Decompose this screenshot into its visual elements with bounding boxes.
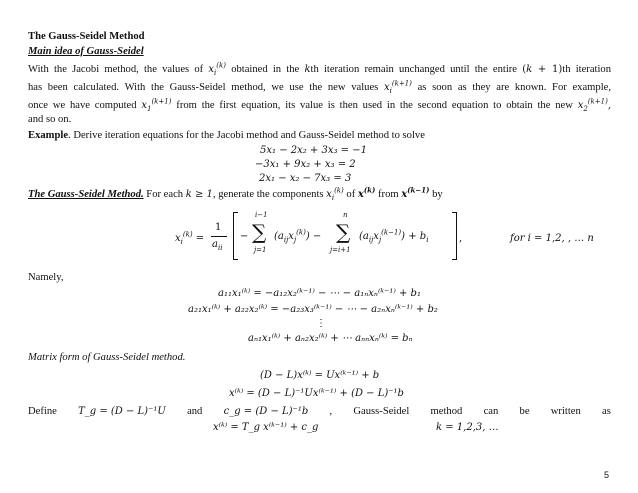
vertical-ellipsis: ⋮ xyxy=(316,318,326,329)
matrix-equation-2: x⁽ᵏ⁾ = (D − L)⁻¹Ux⁽ᵏ⁻¹⁾ + (D − L)⁻¹b xyxy=(229,388,404,399)
paragraph-line-4: and so on. xyxy=(28,114,72,125)
gs-definition-line: The Gauss-Seidel Method. For each k ≥ 1, generate the components $x_i^{(k)}$ of $x^{(k)}$ from $x^{(k-1)}$ by xyxy=(28,185,443,202)
expanded-equation-2: a₂₁x₁⁽ᵏ⁾ + a₂₂x₂⁽ᵏ⁾ = −a₂₃x₃⁽ᵏ⁻¹⁾ − ⋯ − a₂ₙxₙ⁽ᵏ⁻¹⁾ + b₂ xyxy=(188,304,438,315)
system-equation-1: 5x₁ − 2x₂ + 3x₃ = −1 xyxy=(260,145,367,156)
system-equation-3: 2x₁ − x₂ − 7x₃ = 3 xyxy=(259,173,352,184)
final-equation: x⁽ᵏ⁾ = T_g x⁽ᵏ⁻¹⁾ + c_g xyxy=(213,422,319,433)
system-equation-2: −3x₁ + 9x₂ + x₃ = 2 xyxy=(255,159,356,170)
formula-condition: for i = 1,2, , … n xyxy=(510,233,594,244)
paragraph-line-3: once we have computed $x_1^{(k+1)}$ from the first equation, its value is then used in the second equation to obtain the new $x_2^{(k+1)}$, xyxy=(28,97,612,113)
paragraph-line-1: With the Jacobi method, the values of $x_i^{(k)}$ obtained in the kth iteration remain unchanged until the entire (k + 1)th iteration xyxy=(28,61,612,77)
matrix-form-heading: Matrix form of Gauss-Seidel method. xyxy=(28,352,186,363)
expanded-equation-3: aₙ₁x₁⁽ᵏ⁾ + aₙ₂x₂⁽ᵏ⁾ + ⋯ aₙₙxₙ⁽ᵏ⁾ = bₙ xyxy=(248,333,413,344)
namely-label: Namely, xyxy=(28,272,64,283)
example-line: Example. Derive iteration equations for the Jacobi method and Gauss-Seidel method to solve xyxy=(28,130,425,141)
matrix-equation-1: (D − L)x⁽ᵏ⁾ = Ux⁽ᵏ⁻¹⁾ + b xyxy=(260,370,380,381)
define-line: Define T_g = (D − L)⁻¹U and c_g = (D − L)⁻¹b , Gauss-Seidel method can be written as xyxy=(28,406,611,417)
document-page: The Gauss-Seidel Method Main idea of Gauss-Seidel With the Jacobi method, the values of $x_i^{(k)}$ obtained in the kth iteration remain unchanged until the entire (k + 1)th iteration has been calculated. With the Gauss-Seidel method, we use the new values $x_i^{(k+1)}$ as soon as they are known. For example, once we have computed $x_1^{(k+1)}$ from the first equation, its value is then used in the second equation to obtain the new $x_2^{(k+1)}$, and so on. Example. Derive iteration equations for the Jacobi method and Gauss-Seidel method to solve 5x₁ − 2x₂ + 3x₃ = −1 −3x₁ + 9x₂ + x₃ = 2 2x₁ − x₂ − 7x₃ = 3 The Gauss-Seidel Method. For each k ≥ 1, generate the components $x_i^{(k)}$ of $x^{(k)}$ from $x^{(k-1)}$ by $x_i^{(k)}$ = 1 $a_{ii}$ − i−1 ∑ j=1 $(a_{ij}x_j^{(k)})$ − n ∑ j=i+1 $(a_{ij}x_j^{(k-1)}) + b_i$ , for i = 1,2, , … n Namely, a₁₁x₁⁽ᵏ⁾ = −a₁₂x₂⁽ᵏ⁻¹⁾ − ⋯ − a₁ₙxₙ⁽ᵏ⁻¹⁾ + b₁ a₂₁x₁⁽ᵏ⁾ + a₂₂x₂⁽ᵏ⁾ = −a₂₃x₃⁽ᵏ⁻¹⁾ − ⋯ − a₂ₙxₙ⁽ᵏ⁻¹⁾ + b₂ ⋮ aₙ₁x₁⁽ᵏ⁾ + aₙ₂x₂⁽ᵏ⁾ + ⋯ aₙₙxₙ⁽ᵏ⁾ = bₙ Matrix form of Gauss-Seidel method. (D − L)x⁽ᵏ⁾ = Ux⁽ᵏ⁻¹⁾ + b x⁽ᵏ⁾ = (D − L)⁻¹Ux⁽ᵏ⁻¹⁾ + (D − L)⁻¹b Define T_g = (D − L)⁻¹U and c_g = (D − L)⁻¹b , Gauss-Seidel method can be written as x⁽ᵏ⁾ = T_g x⁽ᵏ⁻¹⁾ + c_g k = 1,2,3, … 5 xyxy=(28,31,612,480)
section-subtitle: Main idea of Gauss-Seidel xyxy=(28,46,144,57)
paragraph-line-2: has been calculated. With the Gauss-Seidel method, we use the new values $x_i^{(k+1)}$ as soon as they are known. For example, xyxy=(28,79,611,95)
expanded-equation-1: a₁₁x₁⁽ᵏ⁾ = −a₁₂x₂⁽ᵏ⁻¹⁾ − ⋯ − a₁ₙxₙ⁽ᵏ⁻¹⁾ + b₁ xyxy=(218,288,421,299)
page-title: The Gauss-Seidel Method xyxy=(28,31,145,42)
final-k-range: k = 1,2,3, … xyxy=(436,422,499,433)
page-number: 5 xyxy=(604,470,610,480)
